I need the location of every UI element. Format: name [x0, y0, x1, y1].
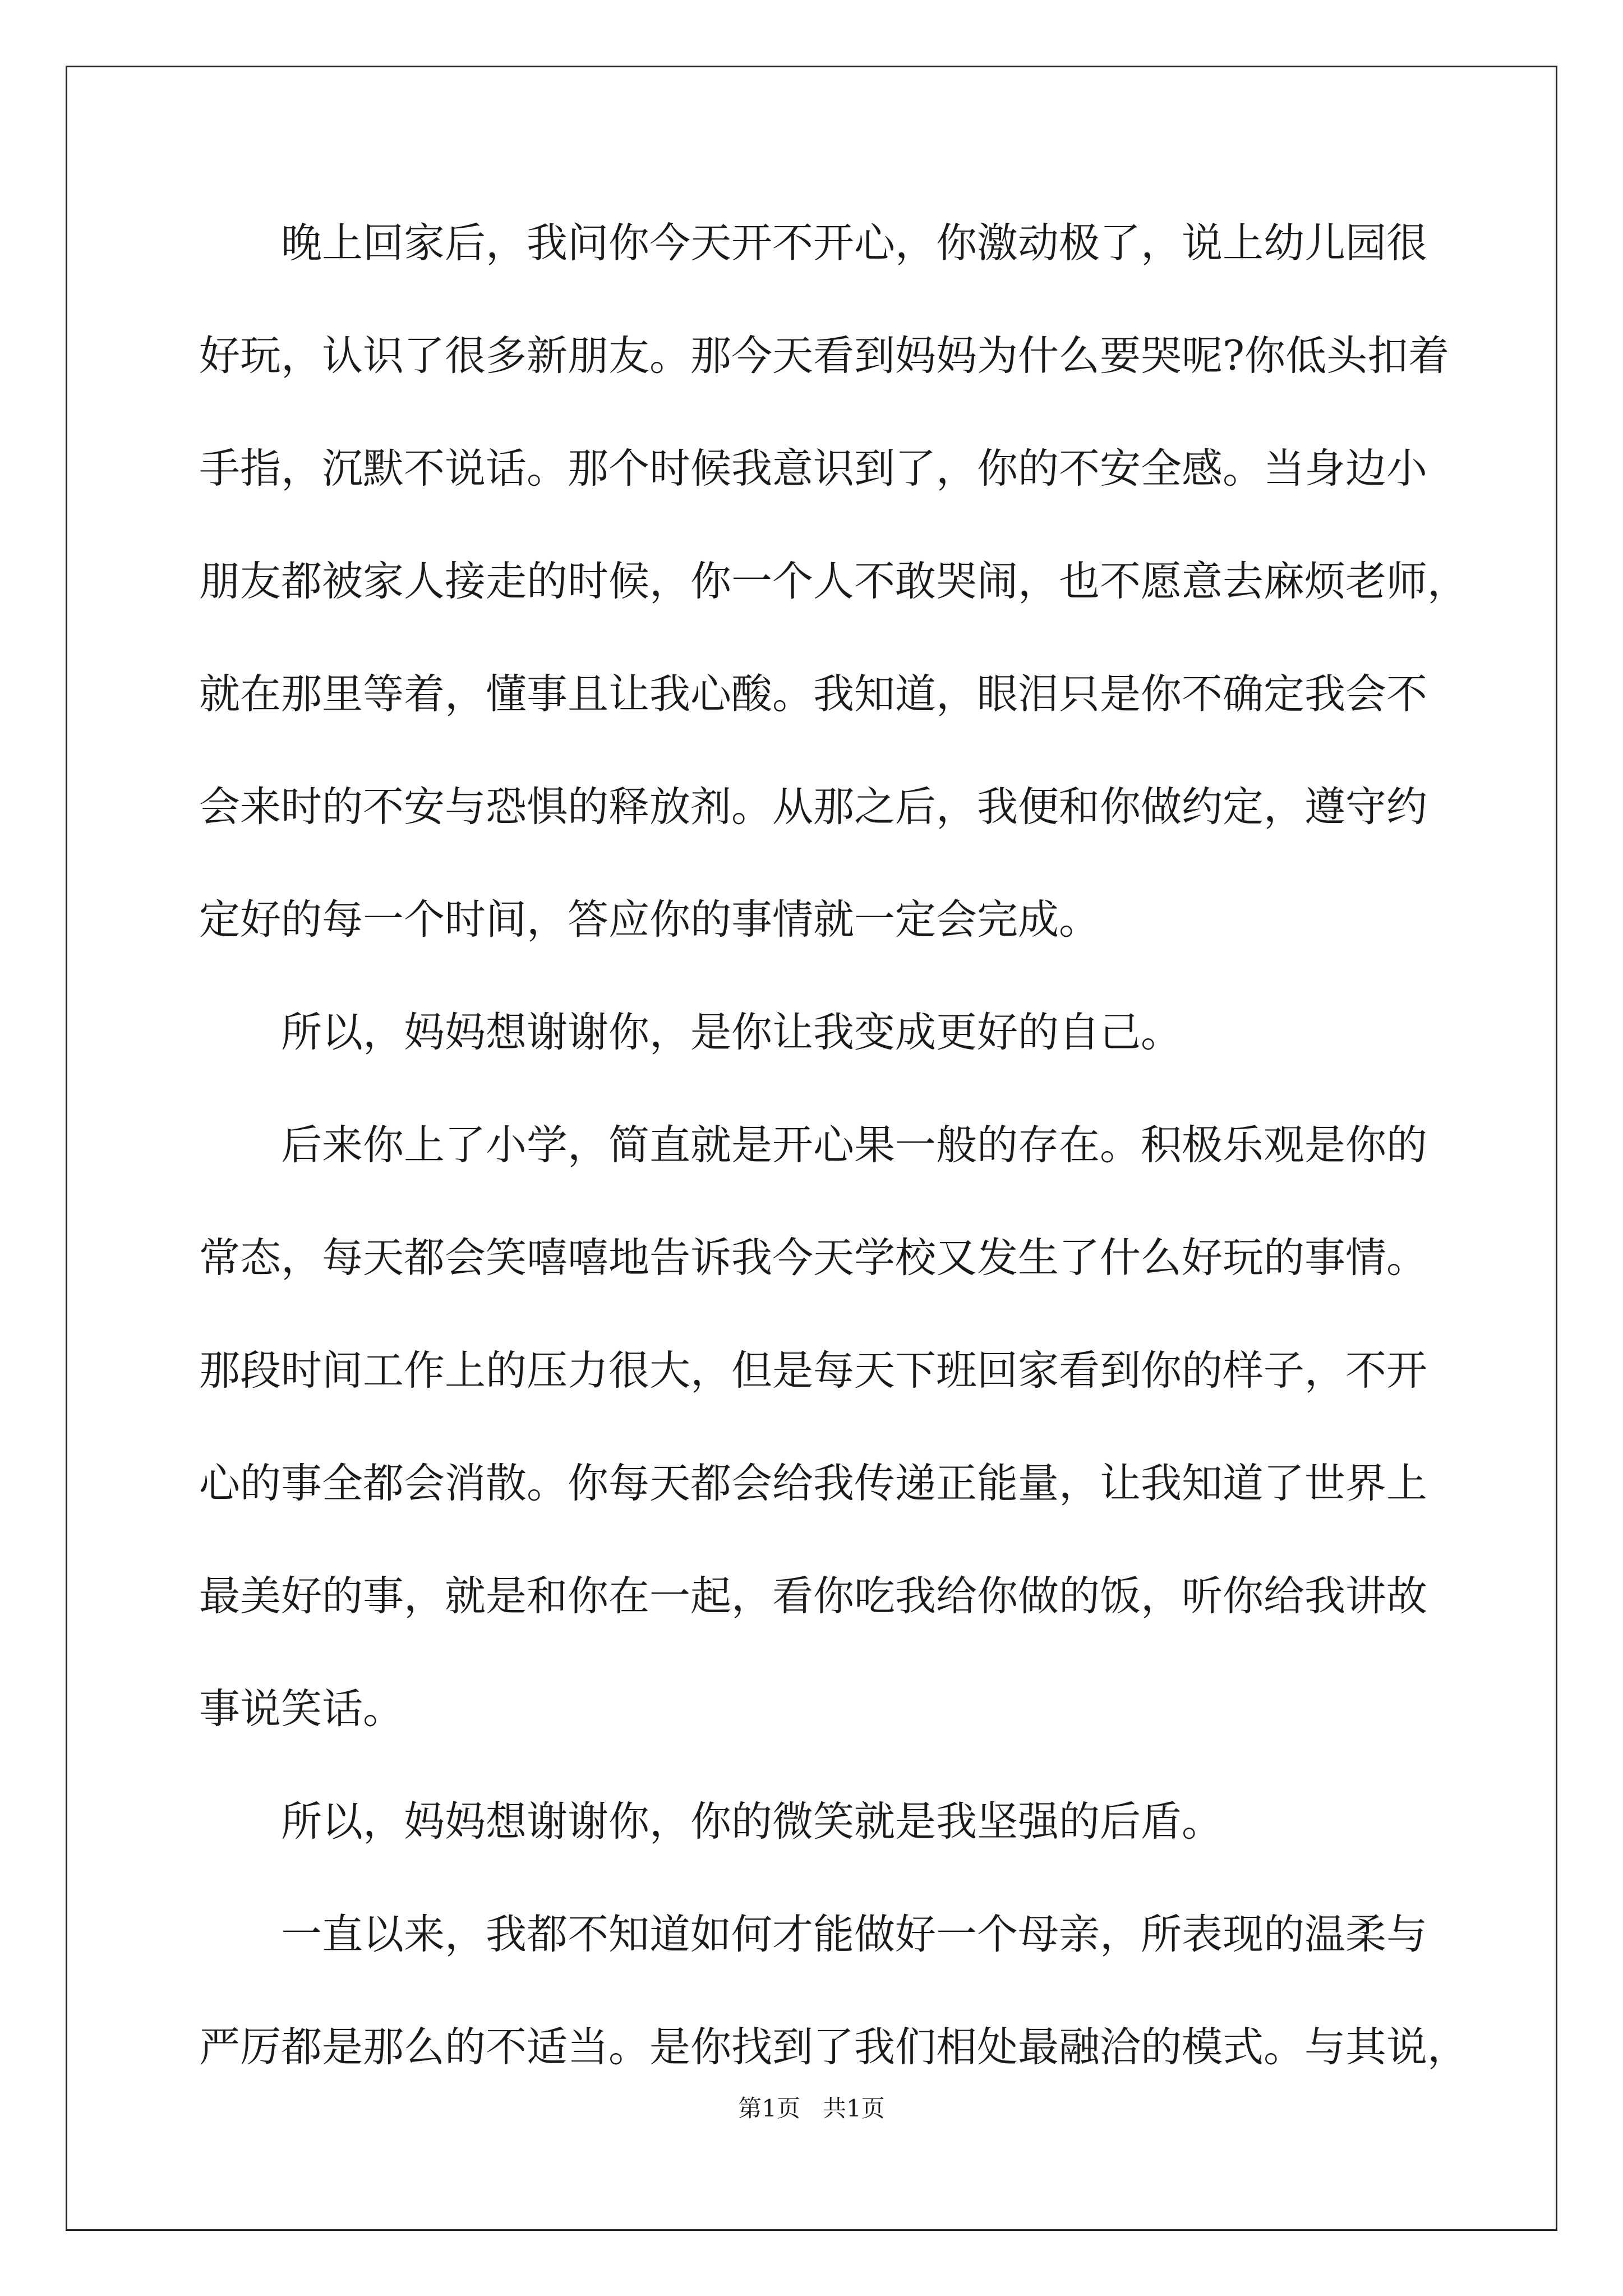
text-line: 会来时的不安与恐惧的释放剂。从那之后，我便和你做约定，遵守约	[199, 783, 1427, 831]
text-line: 一直以来，我都不知道如何才能做好一个母亲，所表现的温柔与	[281, 1911, 1427, 1958]
text-line: 就在那里等着，懂事且让我心酸。我知道，眼泪只是你不确定我会不	[199, 670, 1427, 718]
text-line: 手指，沉默不说话。那个时候我意识到了，你的不安全感。当身边小	[199, 445, 1427, 493]
text-line: 事说笑话。	[199, 1685, 404, 1733]
text-line: 那段时间工作上的压力很大，但是每天下班回家看到你的样子，不开	[199, 1347, 1427, 1395]
text-line: 晚上回家后，我问你今天开不开心，你激动极了，说上幼儿园很	[281, 219, 1427, 267]
text-line: 定好的每一个时间，答应你的事情就一定会完成。	[199, 896, 1100, 944]
page-footer: 第1页 共1页	[738, 2095, 885, 2122]
text-line: 朋友都被家人接走的时候，你一个人不敢哭闹，也不愿意去麻烦老师，	[199, 558, 1468, 605]
text-line: 常态，每天都会笑嘻嘻地告诉我今天学校又发生了什么好玩的事情。	[199, 1234, 1427, 1282]
text-line: 后来你上了小学，简直就是开心果一般的存在。积极乐观是你的	[281, 1121, 1427, 1169]
text-line: 最美好的事，就是和你在一起，看你吃我给你做的饭，听你给我讲故	[199, 1572, 1427, 1620]
text-line: 好玩，认识了很多新朋友。那今天看到妈妈为什么要哭呢?你低头扣着	[199, 332, 1450, 380]
text-line: 严厉都是那么的不适当。是你找到了我们相处最融洽的模式。与其说，	[199, 2023, 1468, 2071]
text-line: 所以，妈妈想谢谢你，你的微笑就是我坚强的后盾。	[281, 1798, 1223, 1846]
text-line: 心的事全都会消散。你每天都会给我传递正能量，让我知道了世界上	[199, 1460, 1427, 1507]
text-line: 所以，妈妈想谢谢你，是你让我变成更好的自己。	[281, 1009, 1182, 1056]
